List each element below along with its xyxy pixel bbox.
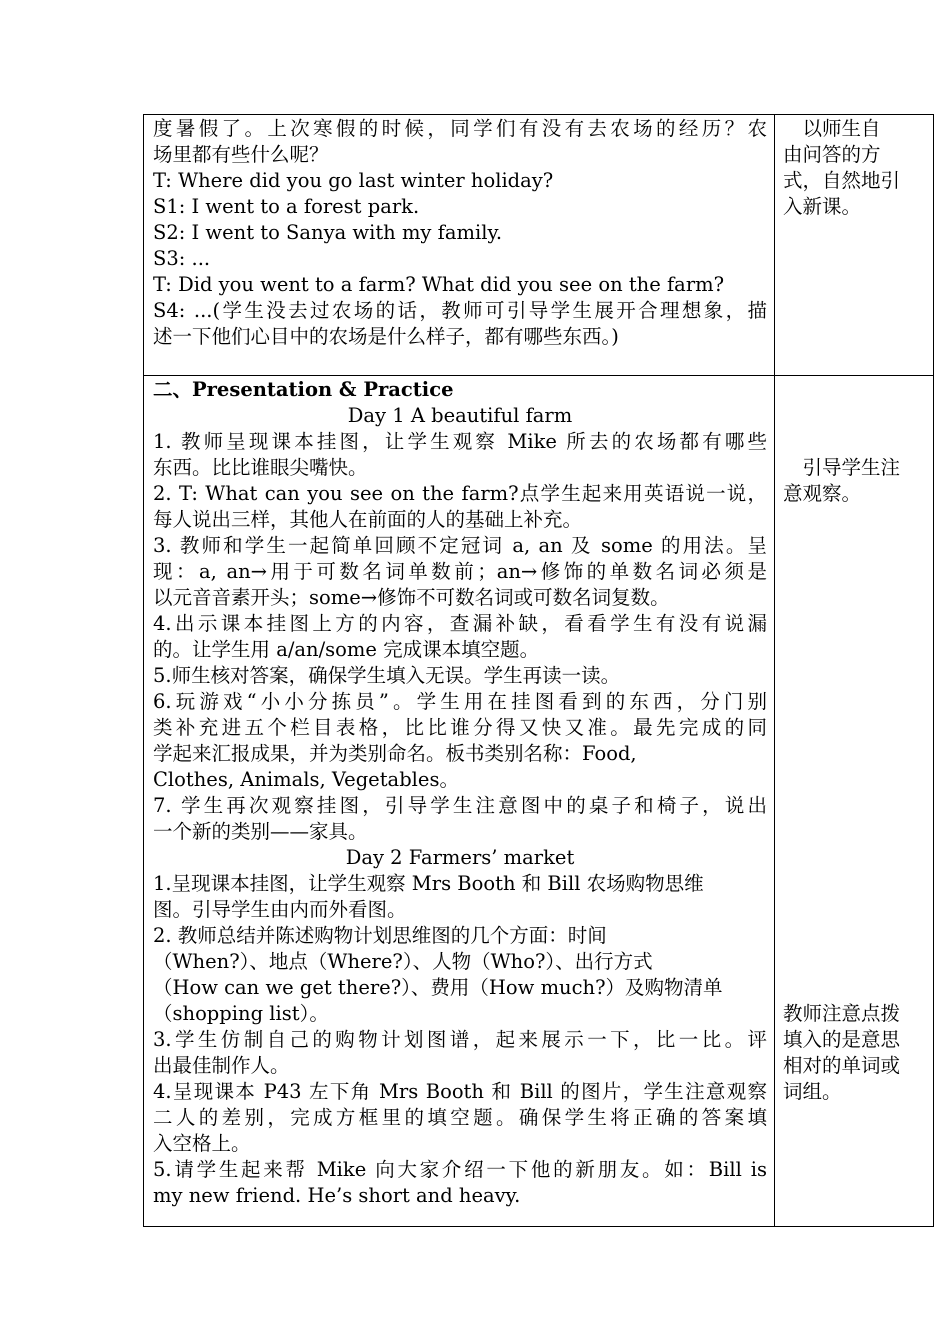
design-intent-cell xyxy=(783,377,929,1105)
text-line: T: Where did you go last winter holiday? xyxy=(153,169,554,192)
text-line: 的。让学生用 a/an/some 完成课本填空题。 xyxy=(153,638,540,661)
text-line: 1.呈现课本挂图，让学生观察 Mrs Booth 和 Bill 农场购物思维 xyxy=(153,872,704,895)
text-line: S1: I went to a forest park. xyxy=(153,195,420,218)
text-line: 一个新的类别——家具。 xyxy=(153,820,368,843)
text-line: 2. 教师总结并陈述购物计划思维图的几个方面：时间 xyxy=(153,924,607,947)
table-row-presentation xyxy=(144,376,933,1226)
text-line: 东西。比比谁眼尖嘴快。 xyxy=(153,456,368,479)
text-line: 6.玩游戏“小小分拣员”。学生用在挂图看到的东西，分门别 xyxy=(153,690,767,713)
text-line: 每人说出三样，其他人在前面的人的基础上补充。 xyxy=(153,508,583,531)
text-line: 述一下他们心目中的农场是什么样子，都有哪些东西。) xyxy=(153,325,619,348)
text-line: 入空格上。 xyxy=(153,1132,251,1155)
note-line: 由问答的方 xyxy=(783,143,881,166)
lesson-plan-table xyxy=(143,114,934,1227)
text-line: 出最佳制作人。 xyxy=(153,1054,290,1077)
text-line: 2. T: What can you see on the farm?点学生起来用英语说一说， xyxy=(153,482,767,505)
text-line: S4: ...(学生没去过农场的话，教师可引导学生展开合理想象，描 xyxy=(153,299,767,322)
text-line: S3: ... xyxy=(153,247,211,270)
text-line: 7. 学生再次观察挂图，引导学生注意图中的桌子和椅子，说出 xyxy=(153,794,767,817)
note-line: 意观察。 xyxy=(783,482,862,505)
design-intent-cell xyxy=(783,116,929,220)
text-line: 1. 教师呈现课本挂图，让学生观察 Mike 所去的农场都有哪些 xyxy=(153,430,767,453)
note-line: 入新课。 xyxy=(783,195,862,218)
procedure-cell xyxy=(153,377,767,1209)
note-line: 词组。 xyxy=(783,1080,842,1103)
text-line: 5.请学生起来帮 Mike 向大家介绍一下他的新朋友。如：Bill is xyxy=(153,1158,767,1181)
note-line: 相对的单词或 xyxy=(783,1054,901,1077)
note-line: 教师注意点拨 xyxy=(783,1002,901,1025)
text-line: my new friend. He’s short and heavy. xyxy=(153,1184,521,1207)
text-line: （shopping list）。 xyxy=(153,1002,329,1025)
note-line: 式，自然地引 xyxy=(783,169,901,192)
spacer xyxy=(783,507,929,1001)
text-line: （When?）、地点（Where?）、人物（Who?）、出行方式 xyxy=(153,950,653,973)
text-line: 4.呈现课本 P43 左下角 Mrs Booth 和 Bill 的图片，学生注意观察 xyxy=(153,1080,767,1103)
note-line: 填入的是意思 xyxy=(783,1028,901,1051)
note-line: 以师生自 xyxy=(783,117,881,140)
column-divider xyxy=(774,376,775,1226)
text-line: （How can we get there?）、费用（How much?）及购物清单 xyxy=(153,976,723,999)
text-line: 二人的差别，完成方框里的填空题。确保学生将正确的答案填 xyxy=(153,1106,767,1129)
text-line: 3.学生仿制自己的购物计划图谱，起来展示一下，比一比。评 xyxy=(153,1028,767,1051)
table-row-warmup xyxy=(144,115,933,376)
note-line: 引导学生注 xyxy=(783,456,901,479)
column-divider xyxy=(774,115,775,375)
text-line: S2: I went to Sanya with my family. xyxy=(153,221,503,244)
text-line: 现：a, an→用于可数名词单数前；an→修饰的单数名词必须是 xyxy=(153,560,767,583)
day2-title: Day 2 Farmers’ market xyxy=(345,846,575,869)
text-line: 3. 教师和学生一起简单回顾不定冠词 a, an 及 some 的用法。呈 xyxy=(153,534,767,557)
text-line: 图。引导学生由内而外看图。 xyxy=(153,898,407,921)
text-line: T: Did you went to a farm? What did you see on the farm? xyxy=(153,273,725,296)
text-line: 度暑假了。上次寒假的时候，同学们有没有去农场的经历？农 xyxy=(153,117,767,140)
text-line: 5.师生核对答案，确保学生填入无误。学生再读一读。 xyxy=(153,664,621,687)
text-line: Clothes, Animals, Vegetables。 xyxy=(153,768,459,791)
text-line: 4.出示课本挂图上方的内容，查漏补缺，看看学生有没有说漏 xyxy=(153,612,767,635)
text-line: 类补充进五个栏目表格，比比谁分得又快又准。最先完成的同 xyxy=(153,716,767,739)
section-title: 二、Presentation & Practice xyxy=(153,378,454,401)
text-line: 学起来汇报成果，并为类别命名。板书类别名称：Food, xyxy=(153,742,637,765)
text-line: 场里都有些什么呢？ xyxy=(153,143,329,166)
day1-title: Day 1 A beautiful farm xyxy=(347,404,573,427)
text-line: 以元音音素开头；some→修饰不可数名词或可数名词复数。 xyxy=(153,586,670,609)
procedure-cell xyxy=(153,116,767,350)
spacer xyxy=(783,377,929,455)
